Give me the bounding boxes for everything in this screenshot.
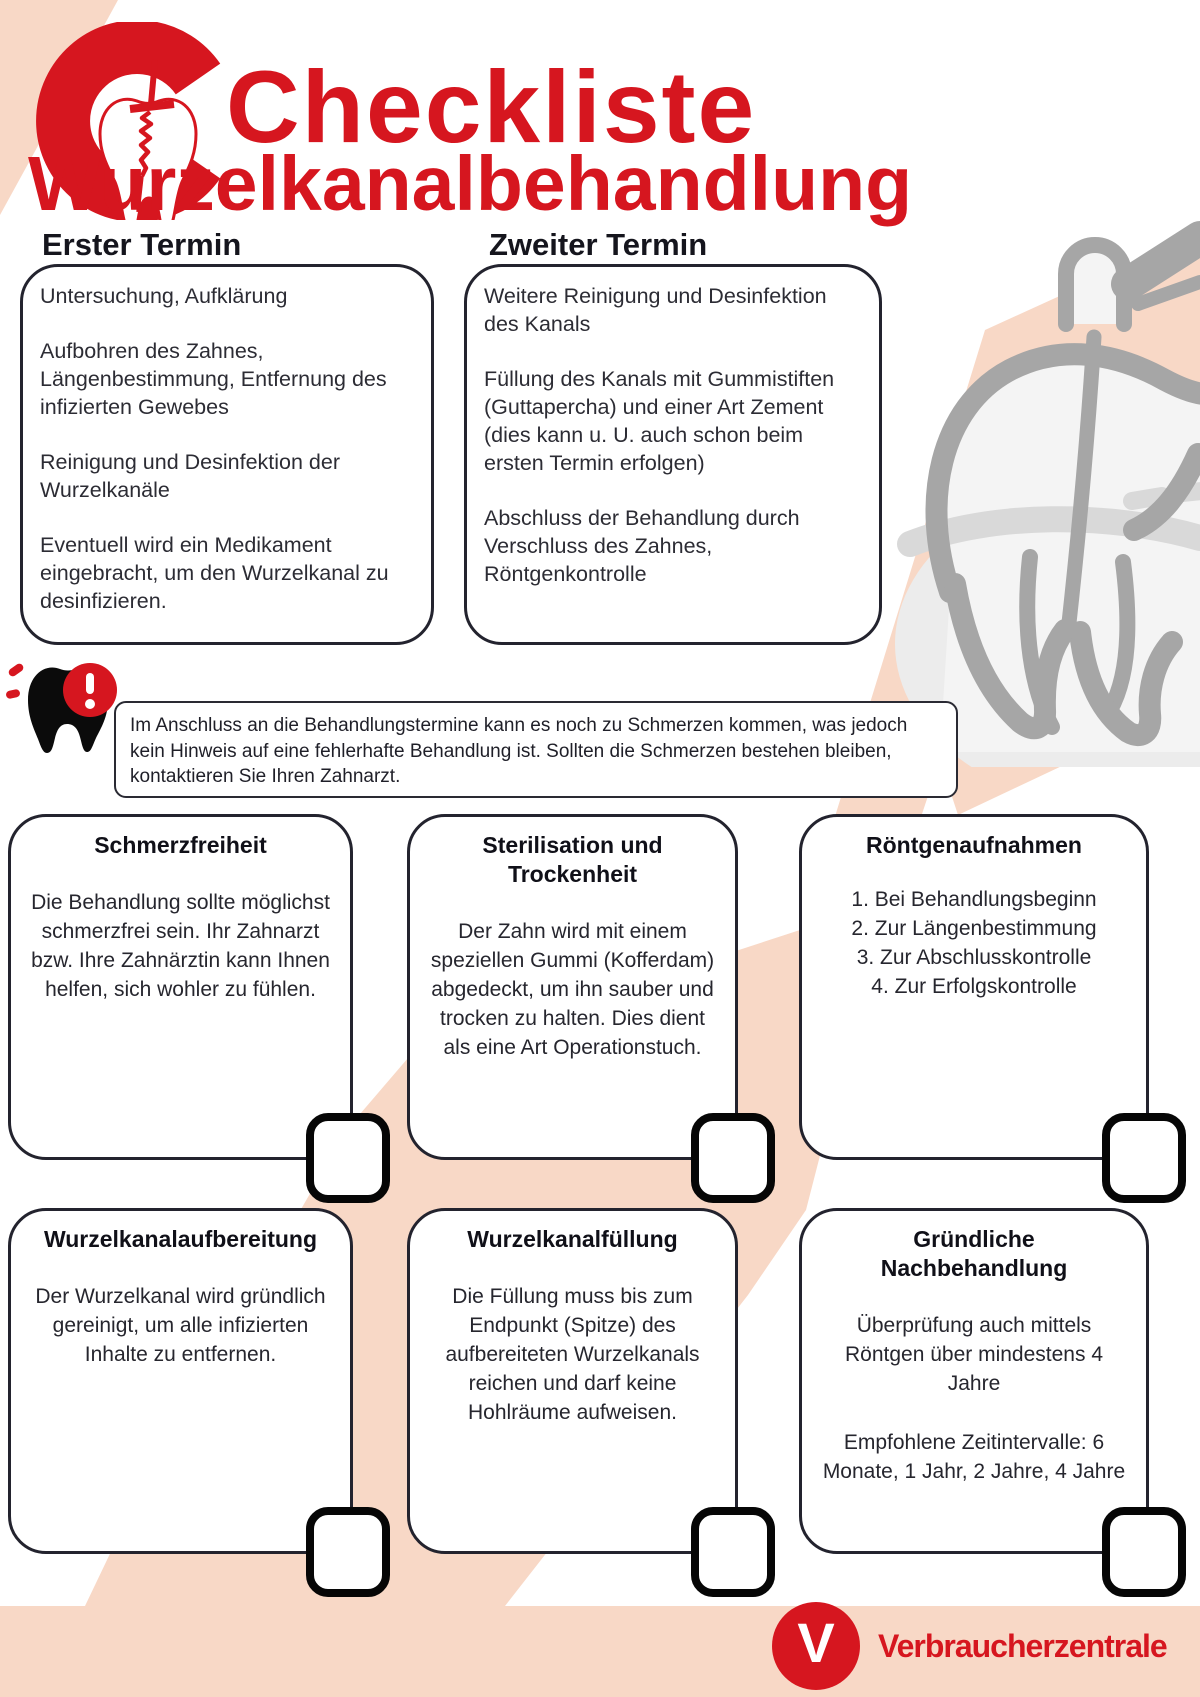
card-body-text: Überprüfung auch mittels Röntgen über mindestens 4 Jahre xyxy=(845,1314,1103,1395)
list-item: 1. Bei Behandlungsbeginn xyxy=(851,888,1097,911)
list-item: 4. Zur Erfolgskontrolle xyxy=(871,975,1077,998)
card-body-text: Der Wurzelkanal wird gründlich gereinigt, um alle infizierten Inhalte zu entfernen. xyxy=(35,1285,326,1366)
footer-brand-name: Verbraucherzentrale xyxy=(878,1628,1167,1664)
appointment-paragraph: Reinigung und Desinfektion der Wurzelkanäle xyxy=(40,450,341,502)
notice-text: Im Anschluss an die Behandlungstermine kann es noch zu Schmerzen kommen, was jedoch kein Hinweis auf eine fehlerhafte Behandlung ist. Sollten die Schmerzen bestehen bleiben, kontaktieren Sie Ihren Zahnarzt. xyxy=(130,715,908,787)
card-nachbehandlung xyxy=(799,1208,1149,1554)
pain-notice-box xyxy=(114,701,958,798)
checkbox-wurzelkanalfuellung[interactable] xyxy=(691,1507,775,1597)
card-title: Wurzelkanalfüllung xyxy=(467,1226,678,1252)
appointment-paragraph: Eventuell wird ein Medikament eingebracht, um den Wurzelkanal zu desinfizieren. xyxy=(40,533,389,613)
card-title: Schmerzfreiheit xyxy=(94,832,267,858)
card-roentgenaufnahmen xyxy=(799,814,1149,1160)
card-wurzelkanalfuellung xyxy=(407,1208,738,1554)
tooth-drill-illustration xyxy=(880,212,1200,767)
checkbox-schmerzfreiheit[interactable] xyxy=(306,1113,390,1203)
checkbox-nachbehandlung[interactable] xyxy=(1102,1507,1186,1597)
page-title-line2: Wurzelkanalbehandlung xyxy=(28,141,913,227)
card-body-text: Die Füllung muss bis zum Endpunkt (Spitze) des aufbereiteten Wurzelkanals reichen und darf keine Hohlräume aufweisen. xyxy=(445,1285,700,1424)
card-body-text: Empfohlene Zeitintervalle: 6 Monate, 1 Jahr, 2 Jahre, 4 Jahre xyxy=(822,1431,1126,1483)
appointment-paragraph: Füllung des Kanals mit Gummistiften (Guttapercha) und einer Art Zement (dies kann u. U. auch schon beim ersten Termin erfolgen) xyxy=(484,367,835,475)
xray-steps-list xyxy=(802,886,1146,1001)
checkbox-roentgenaufnahmen[interactable] xyxy=(1102,1113,1186,1203)
zweiter-termin-box xyxy=(464,264,882,645)
card-body-text: Der Zahn wird mit einem speziellen Gummi (Kofferdam) abgedeckt, um ihn sauber und trocken zu halten. Dies dient als eine Art Operationstuch. xyxy=(430,920,715,1059)
verbraucherzentrale-logo-icon xyxy=(772,1602,860,1690)
list-item: 2. Zur Längenbestimmung xyxy=(851,917,1097,940)
card-schmerzfreiheit xyxy=(8,814,353,1160)
card-sterilisation xyxy=(407,814,738,1160)
appointment-paragraph: Untersuchung, Aufklärung xyxy=(40,284,288,308)
card-body-text: Die Behandlung sollte möglichst schmerzfrei sein. Ihr Zahnarzt bzw. Ihre Zahnärztin kann Ihnen helfen, sich wohler zu fühlen. xyxy=(31,891,330,1001)
checkbox-sterilisation[interactable] xyxy=(691,1113,775,1203)
heading-zweiter-termin: Zweiter Termin xyxy=(489,227,708,262)
list-item: 3. Zur Abschlusskontrolle xyxy=(856,946,1092,969)
heading-erster-termin: Erster Termin xyxy=(42,227,242,262)
erster-termin-box xyxy=(20,264,434,645)
logo-letter: V xyxy=(797,1611,835,1674)
tooth-alert-icon xyxy=(6,648,118,754)
checkbox-wurzelkanalaufbereitung[interactable] xyxy=(306,1507,390,1597)
card-wurzelkanalaufbereitung xyxy=(8,1208,353,1554)
appointment-paragraph: Aufbohren des Zahnes, Längenbestimmung, Entfernung des infizierten Gewebes xyxy=(40,339,387,419)
card-title: Gründliche Nachbehandlung xyxy=(880,1226,1068,1281)
card-title: Röntgenaufnahmen xyxy=(866,832,1082,858)
appointment-paragraph: Weitere Reinigung und Desinfektion des Kanals xyxy=(484,284,827,336)
card-title: Wurzelkanalaufbereitung xyxy=(43,1226,318,1252)
page-title-line1: Checkliste xyxy=(226,50,757,164)
appointment-paragraph: Abschluss der Behandlung durch Verschluss des Zahnes, Röntgenkontrolle xyxy=(484,506,800,586)
card-title: Sterilisation und Trockenheit xyxy=(482,832,663,887)
